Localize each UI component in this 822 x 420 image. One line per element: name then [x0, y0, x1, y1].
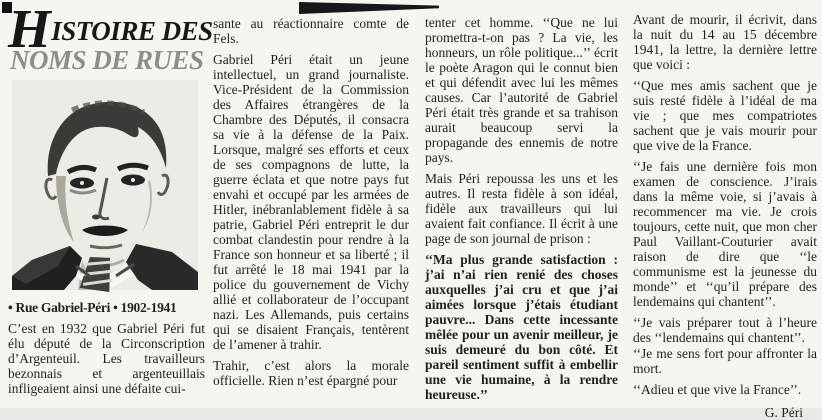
scan-artifact-bar	[299, 2, 439, 14]
paragraph-col1-body: C’est en 1932 que Gabriel Péri fut élu député de la Circonscription d’Argenteuil. Les travailleurs bezonnais et argenteuillais infligeaient ainsi une défaite cui-	[8, 321, 205, 396]
masthead	[8, 0, 213, 75]
paragraph: Trahir, c’est alors la morale officielle. Rien n’est épargné pour	[213, 358, 409, 388]
signature: G. Péri	[764, 405, 803, 420]
paragraph: ‘‘Je fais une dernière fois mon examen de conscience. J’irais dans la même voie, si j’avais à recommencer ma vie. Je crois toujours, cette nuit, que mon cher Paul Vaillant-Couturier avait raison de dire que ‘‘le communisme est la jeunesse du monde’’ et ‘‘qu’il prépare des lendemains qui chantent’’.	[633, 159, 817, 309]
paragraph-prison-journal-quote: ‘‘Ma plus grande satisfaction : j’ai n’ai rien renié des choses auxquelles j’ai cru et que j’ai aimées lorsque j’étais étudiant pauvre... Dans cette incessante mêlée pour un avenir meilleur, je suis demeuré du bon côté. Et pareil sentiment suffit à embellir une vie humaine, à la rendre heureuse.’’	[425, 252, 618, 402]
masthead-drop-cap: H	[8, 0, 51, 59]
paragraph: ‘‘Adieu et que vive la France’’.	[633, 382, 802, 397]
masthead-title-rest: ISTOIRE DES	[51, 16, 213, 46]
paragraph: sante au réactionnaire comte de Fels.	[213, 16, 409, 46]
paragraph: ‘‘Je me sens fort pour affronter la mort.	[633, 346, 817, 376]
column-4	[633, 12, 817, 420]
paragraph: tenter cet homme. ‘‘Que ne lui promettra-t-on pas ? La vie, les honneurs, un rôle politique...’’ écrit le poète Aragon qui le connut bien et qui défendit avec lui les mêmes causes. Car l’autorité de Gabriel Péri était très grande et sa trahison aurait beaucoup servi la propagande des ennemis de notre pays.	[425, 15, 618, 165]
paragraph: Avant de mourir, il écrivit, dans la nuit du 14 au 15 décembre 1941, la lettre, la dernière lettre que voici :	[633, 12, 817, 72]
masthead-title	[8, 0, 213, 59]
column-3	[425, 15, 618, 402]
column-2	[213, 16, 409, 388]
column-1	[8, 0, 213, 396]
paragraph: Gabriel Péri était un jeune intellectuel, un grand journaliste. Vice-Président de la Commission des Affaires étrangères de la Chambre des Députés, il consacra sa vie à la défense de la Paix. Lorsque, malgré ses efforts et ceux de ses compagnons de lutte, la guerre éclata et que notre pays fut envahi et occupé par les armées de Hitler, inébranlablement fidèle à sa patrie, Gabriel Péri entreprit le dur combat clandestin pour rendre à la France son honneur et sa liberté ; il fut arrêté le 18 mai 1941 par la police du gouvernement de Vichy allié et collaborateur de l’occupant nazi. Les Allemands, puis certains qui se disaient Français, tentèrent de l’amener à trahir.	[213, 52, 409, 352]
article-heading: • Rue Gabriel-Péri • 1902-1941	[8, 300, 177, 315]
paragraph: Mais Péri repoussa les uns et les autres. Il resta fidèle à son idéal, fidèle aux travailleurs qui lui avaient fait confiance. Il écrit à une page de son journal de prison :	[425, 171, 618, 246]
paragraph: ‘‘Je vais préparer tout à l’heure des ‘‘lendemains qui chantent’’.	[633, 315, 817, 345]
masthead-subtitle: NOMS DE RUES	[10, 45, 204, 75]
paragraph: ‘‘Que mes amis sachent que je suis resté fidèle à l’idéal de ma vie ; que mes compatriotes sachent que je vais mourir pour que vive de la France.	[633, 78, 817, 153]
portrait-photo	[12, 80, 198, 290]
portrait-gabriel-peri-image	[12, 80, 198, 290]
